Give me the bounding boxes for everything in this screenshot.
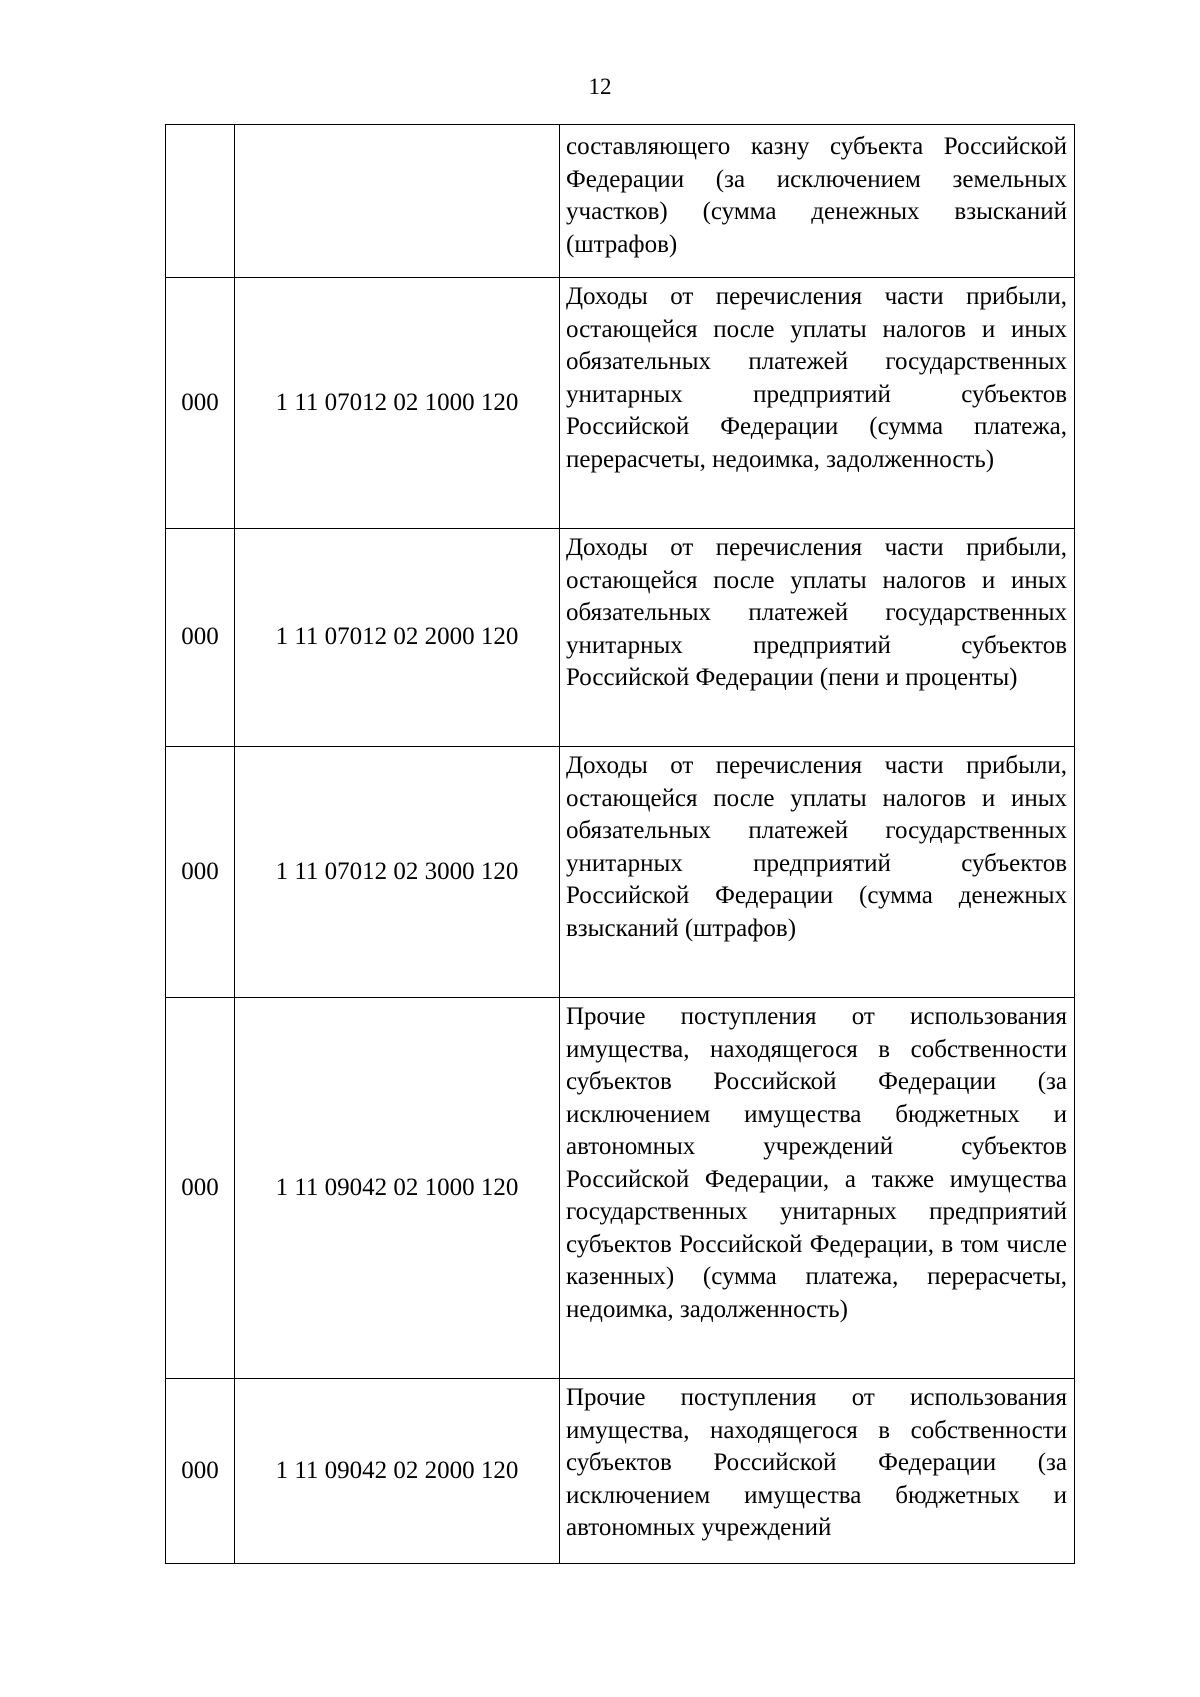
admin-code-cell: 000 — [166, 278, 235, 529]
table-row — [166, 1379, 1075, 1564]
table-row — [166, 278, 1075, 529]
revenue-codes-table — [165, 124, 1075, 1564]
table-row — [166, 125, 1075, 278]
description-cell: Прочие поступления от использования имущества, находящегося в собственности субъектов Российской Федерации (за исключением имущества бюджетных и автономных учреждений — [560, 1379, 1075, 1564]
budget-code-cell: 1 11 09042 02 2000 120 — [235, 1379, 560, 1564]
description-cell: Доходы от перечисления части прибыли, остающейся после уплаты налогов и иных обязательных платежей государственных унитарных предприятий субъектов Российской Федерации (сумма денежных взысканий (штрафов) — [560, 747, 1075, 998]
table-row — [166, 529, 1075, 747]
budget-code-cell: 1 11 07012 02 2000 120 — [235, 529, 560, 747]
admin-code-cell — [166, 125, 235, 278]
description-cell: Прочие поступления от использования имущества, находящегося в собственности субъектов Российской Федерации (за исключением имущества бюджетных и автономных учреждений субъектов Российской Федерации, а также имущества государственных унитарных предприятий субъектов Российской Федерации, в том числе казенных) (сумма платежа, перерасчеты, недоимка, задолженность) — [560, 998, 1075, 1379]
table-row — [166, 747, 1075, 998]
admin-code-cell: 000 — [166, 529, 235, 747]
budget-code-cell — [235, 125, 560, 278]
table-row — [166, 998, 1075, 1379]
admin-code-cell: 000 — [166, 998, 235, 1379]
budget-code-cell: 1 11 07012 02 3000 120 — [235, 747, 560, 998]
description-cell: Доходы от перечисления части прибыли, остающейся после уплаты налогов и иных обязательных платежей государственных унитарных предприятий субъектов Российской Федерации (пени и проценты) — [560, 529, 1075, 747]
description-cell: Доходы от перечисления части прибыли, остающейся после уплаты налогов и иных обязательных платежей государственных унитарных предприятий субъектов Российской Федерации (сумма платежа, перерасчеты, недоимка, задолженность) — [560, 278, 1075, 529]
budget-code-cell: 1 11 09042 02 1000 120 — [235, 998, 560, 1379]
budget-code-cell: 1 11 07012 02 1000 120 — [235, 278, 560, 529]
description-cell: составляющего казну субъекта Российской Федерации (за исключением земельных участков) (сумма денежных взысканий (штрафов) — [560, 125, 1075, 278]
page-number: 12 — [588, 74, 612, 99]
admin-code-cell: 000 — [166, 1379, 235, 1564]
admin-code-cell: 000 — [166, 747, 235, 998]
